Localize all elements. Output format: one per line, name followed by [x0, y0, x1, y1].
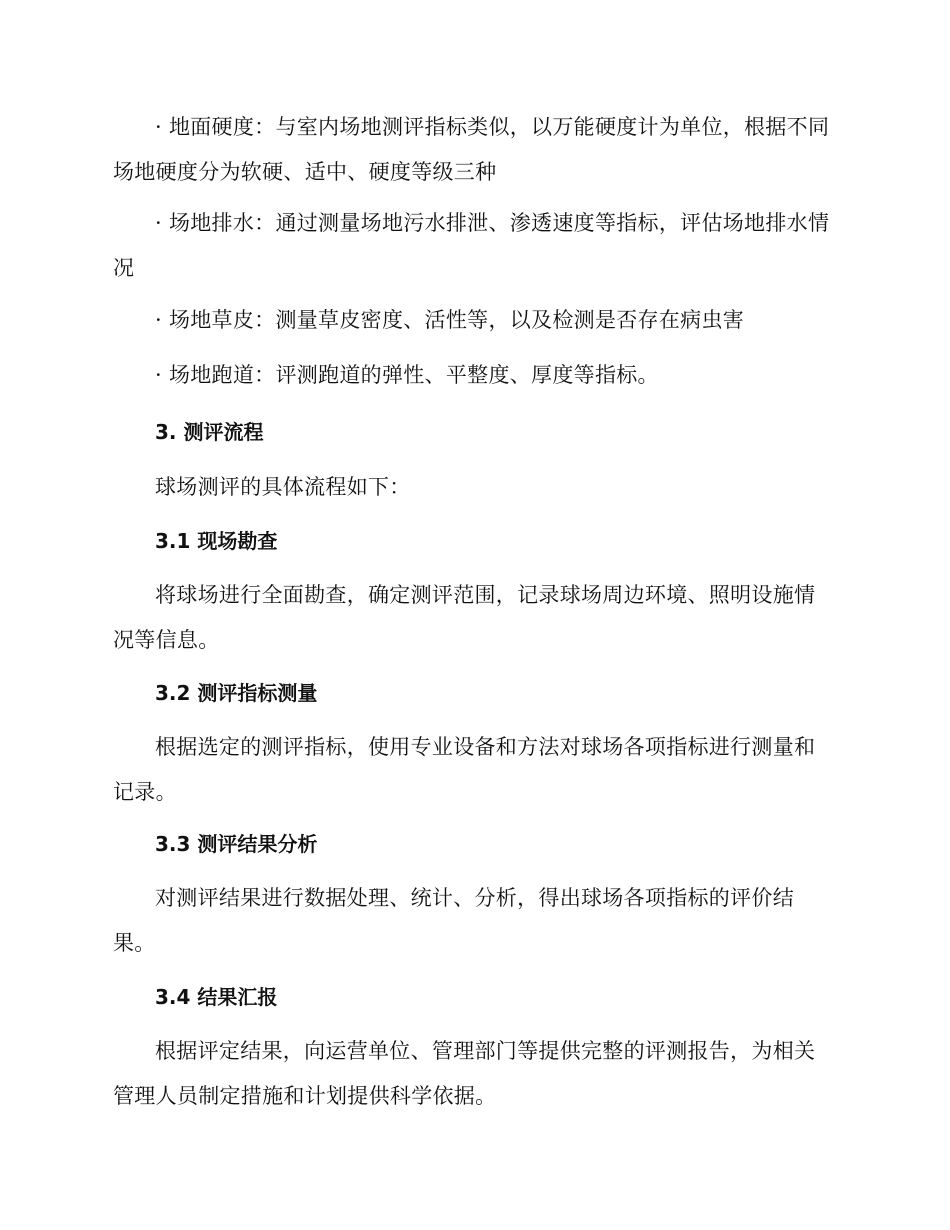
- subsection-body-3-4: 根据评定结果，向运营单位、管理部门等提供完整的评测报告，为相关管理人员制定措施和计划提供科学依据。: [113, 1039, 816, 1108]
- subsection-body-3-1: 将球场进行全面勘查，确定测评范围，记录球场周边环境、照明设施情况等信息。: [113, 583, 816, 652]
- subsection-heading-3-1: 3.1 现场勘查: [155, 529, 278, 553]
- bullet-field-turf: · 场地草皮：测量草皮密度、活性等，以及检测是否存在病虫害: [155, 308, 745, 332]
- subsection-body-3-2: 根据选定的测评指标，使用专业设备和方法对球场各项指标进行测量和记录。: [113, 735, 816, 804]
- bullet-field-drainage: · 场地排水：通过测量场地污水排泄、渗透速度等指标，评估场地排水情况: [113, 211, 830, 280]
- bullet-field-track: · 场地跑道：评测跑道的弹性、平整度、厚度等指标。: [155, 363, 659, 387]
- subsection-body-3-3: 对测评结果进行数据处理、统计、分析，得出球场各项指标的评价结果。: [113, 886, 794, 955]
- subsection-heading-3-4: 3.4 结果汇报: [155, 985, 278, 1009]
- section-heading-3: 3. 测评流程: [155, 420, 264, 444]
- bullet-ground-hardness: · 地面硬度：与室内场地测评指标类似，以万能硬度计为单位，根据不同场地硬度分为软硬、适中、硬度等级三种: [113, 115, 830, 184]
- subsection-heading-3-3: 3.3 测评结果分析: [155, 832, 318, 856]
- subsection-heading-3-2: 3.2 测评指标测量: [155, 681, 318, 705]
- section-3-intro: 球场测评的具体流程如下：: [155, 475, 411, 499]
